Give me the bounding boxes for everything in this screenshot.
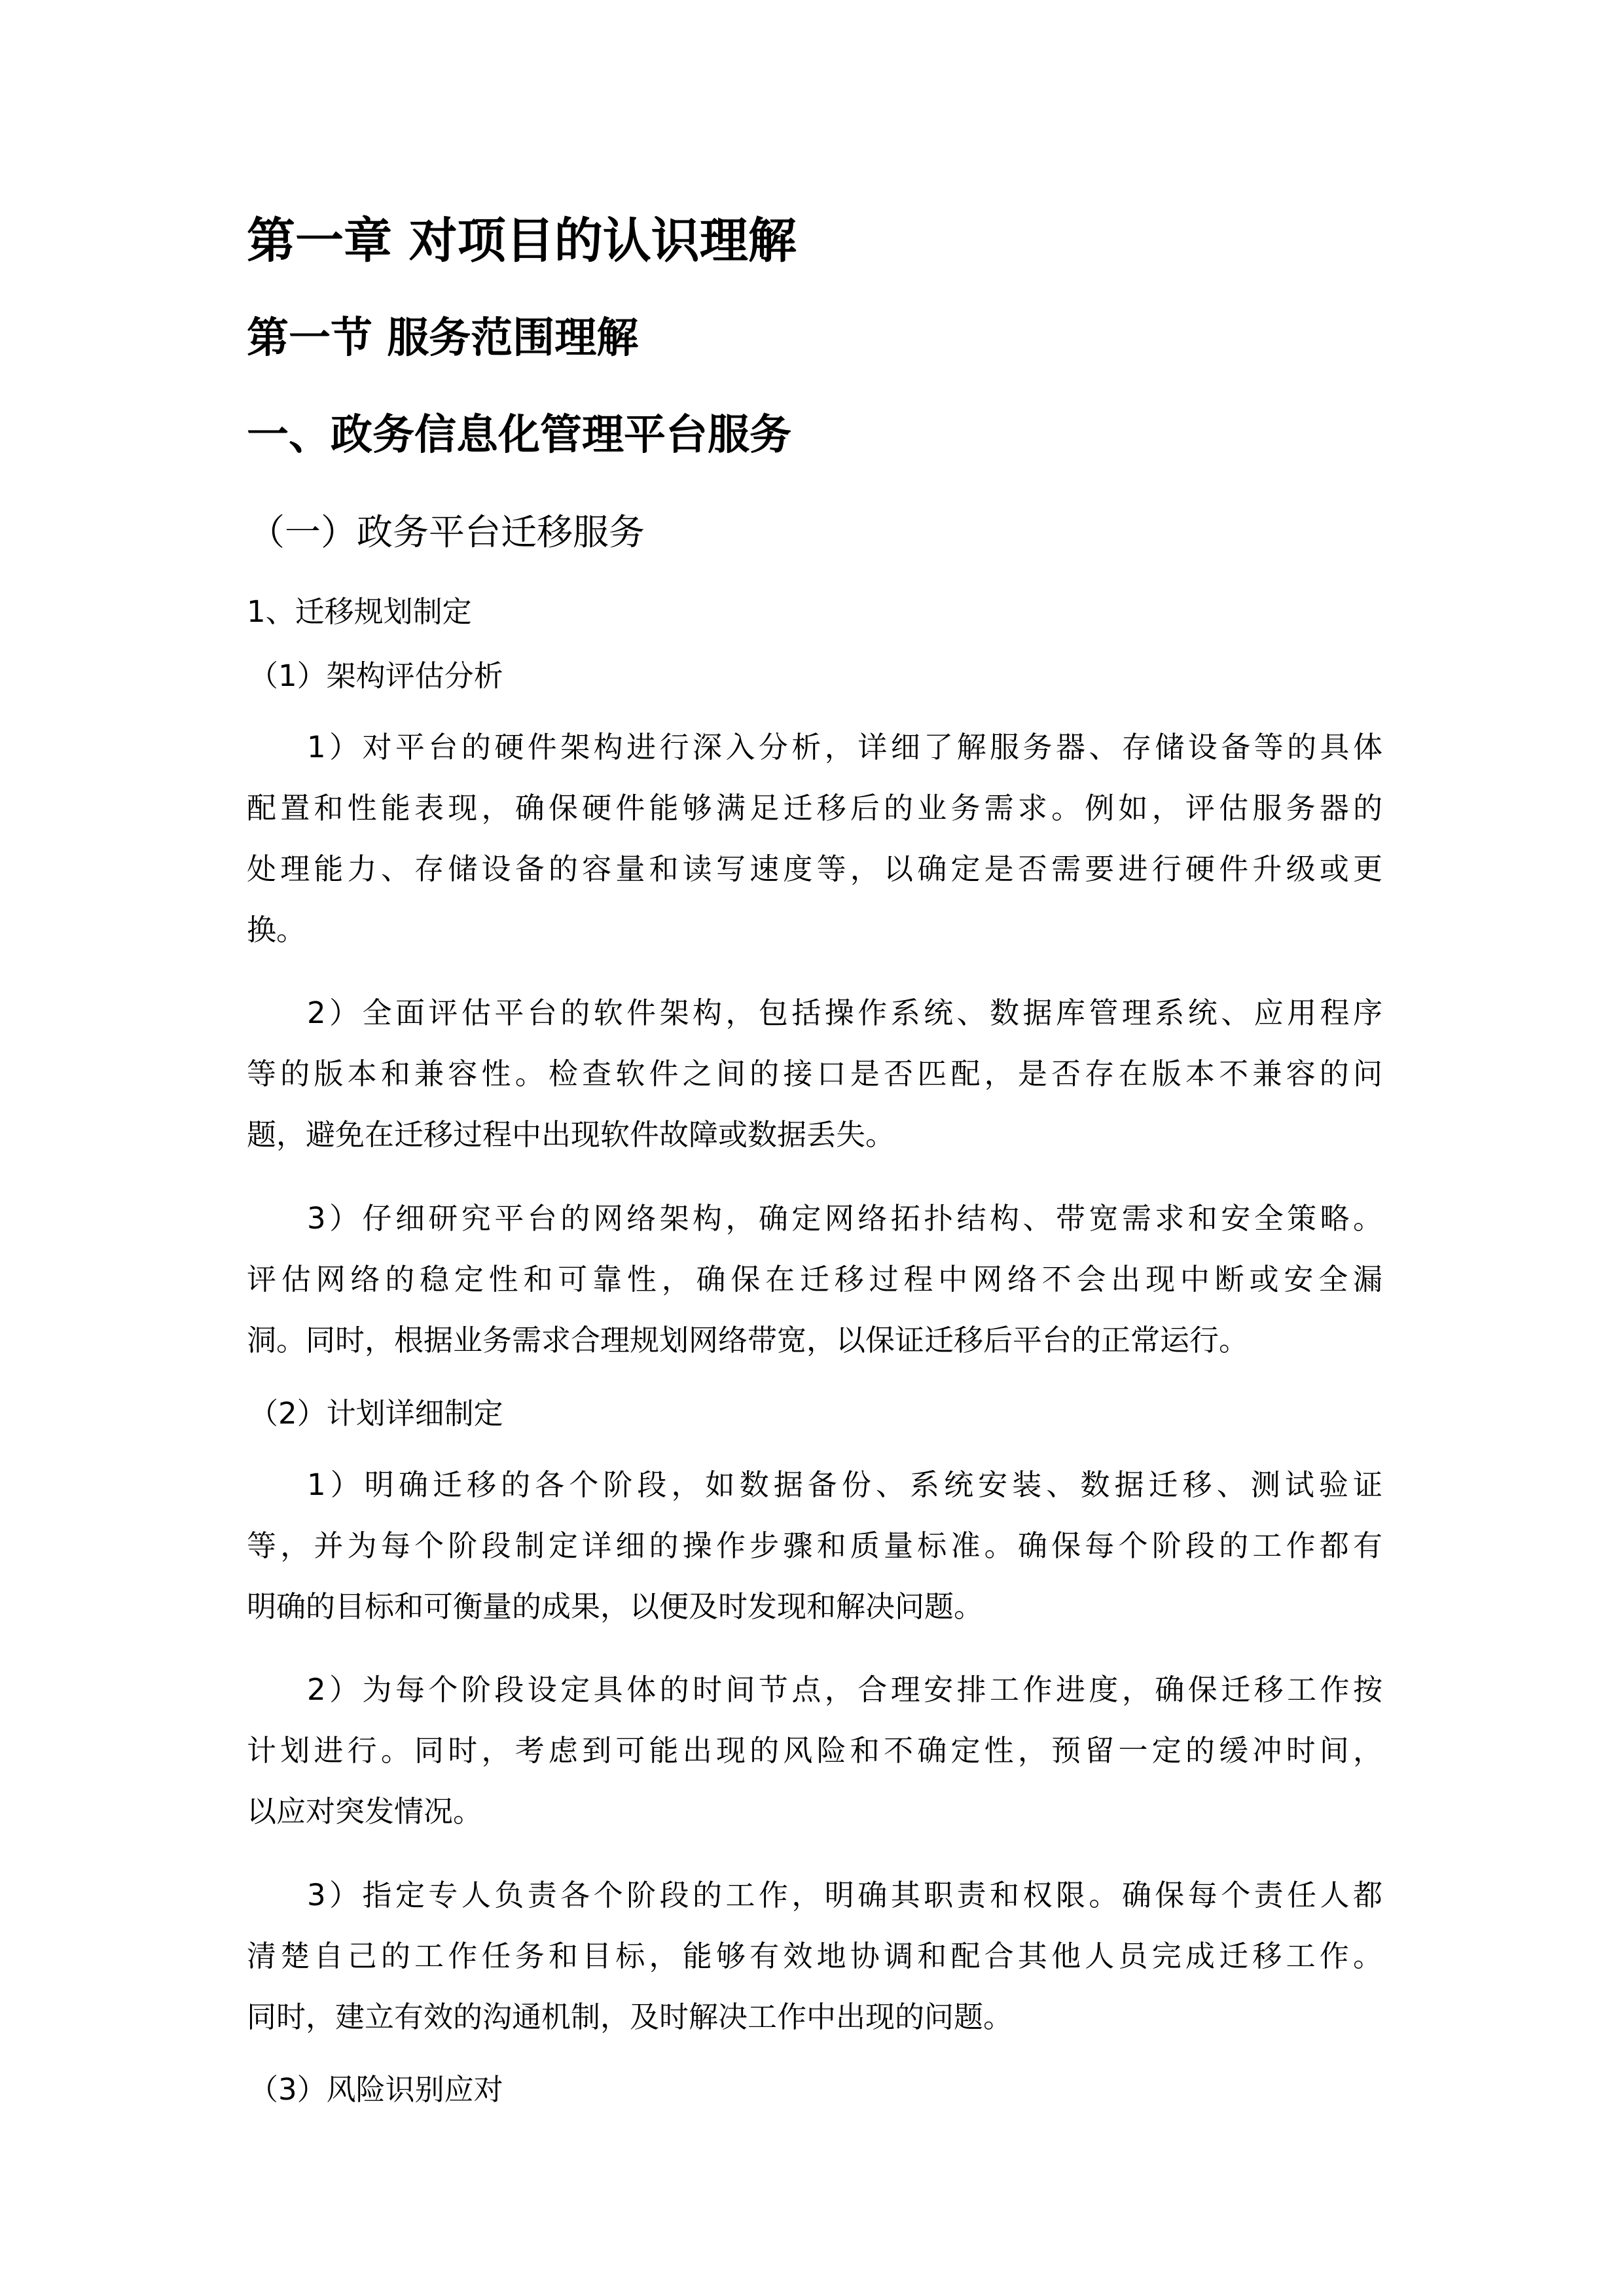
paragraph [247, 1188, 1382, 1371]
sub-heading-architecture: （1）架构评估分析 [249, 658, 503, 693]
paragraph [247, 717, 1382, 960]
paragraph-line: 题，避免在迁移过程中出现软件故障或数据丢失。 [247, 1117, 895, 1152]
sub-heading-risk: （3）风险识别应对 [249, 2072, 503, 2107]
subpart-title: （一）政务平台迁移服务 [249, 511, 645, 553]
paragraph-line: 清楚自己的工作任务和目标，能够有效地协调和配合其他人员完成迁移工作。 [247, 1939, 1382, 1973]
paragraph [247, 1865, 1382, 2047]
paragraph-line: 以应对突发情况。 [247, 1794, 483, 1829]
paragraph-line: 同时，建立有效的沟通机制，及时解决工作中出现的问题。 [247, 2000, 1013, 2034]
paragraph-line: 换。 [247, 912, 306, 947]
paragraph-line: 2）全面评估平台的软件架构，包括操作系统、数据库管理系统、应用程序 [307, 996, 1382, 1030]
paragraph [247, 1659, 1382, 1842]
paragraph-line: 2）为每个阶段设定具体的时间节点，合理安排工作进度，确保迁移工作按 [307, 1672, 1382, 1707]
paragraph-line: 等，并为每个阶段制定详细的操作步骤和质量标准。确保每个阶段的工作都有 [247, 1528, 1382, 1563]
chapter-title: 第一章 对项目的认识理解 [247, 213, 797, 269]
paragraph-line: 等的版本和兼容性。检查软件之间的接口是否匹配，是否存在版本不兼容的问 [247, 1056, 1382, 1091]
paragraph-line: 1）明确迁移的各个阶段，如数据备份、系统安装、数据迁移、测试验证 [307, 1467, 1382, 1502]
sub-heading-plan: （2）计划详细制定 [249, 1396, 503, 1431]
paragraph-line: 1）对平台的硬件架构进行深入分析，详细了解服务器、存储设备等的具体 [307, 730, 1382, 764]
paragraph-line: 洞。同时，根据业务需求合理规划网络带宽，以保证迁移后平台的正常运行。 [247, 1323, 1249, 1357]
paragraph [247, 1454, 1382, 1637]
section-title: 第一节 服务范围理解 [247, 314, 639, 363]
paragraph-line: 3）仔细研究平台的网络架构，确定网络拓扑结构、带宽需求和安全策略。 [307, 1201, 1382, 1236]
item-title: 1、迁移规划制定 [247, 594, 472, 629]
paragraph-line: 配置和性能表现，确保硬件能够满足迁移后的业务需求。例如，评估服务器的 [247, 791, 1382, 825]
paragraph [247, 982, 1382, 1165]
paragraph-line: 评估网络的稳定性和可靠性，确保在迁移过程中网络不会出现中断或安全漏 [247, 1262, 1382, 1297]
paragraph-line: 计划进行。同时，考虑到可能出现的风险和不确定性，预留一定的缓冲时间， [247, 1733, 1382, 1768]
part-title: 一、政务信息化管理平台服务 [247, 411, 791, 459]
paragraph-line: 3）指定专人负责各个阶段的工作，明确其职责和权限。确保每个责任人都 [307, 1878, 1382, 1912]
paragraph-line: 明确的目标和可衡量的成果，以便及时发现和解决问题。 [247, 1589, 984, 1624]
paragraph-line: 处理能力、存储设备的容量和读写速度等，以确定是否需要进行硬件升级或更 [247, 852, 1382, 886]
